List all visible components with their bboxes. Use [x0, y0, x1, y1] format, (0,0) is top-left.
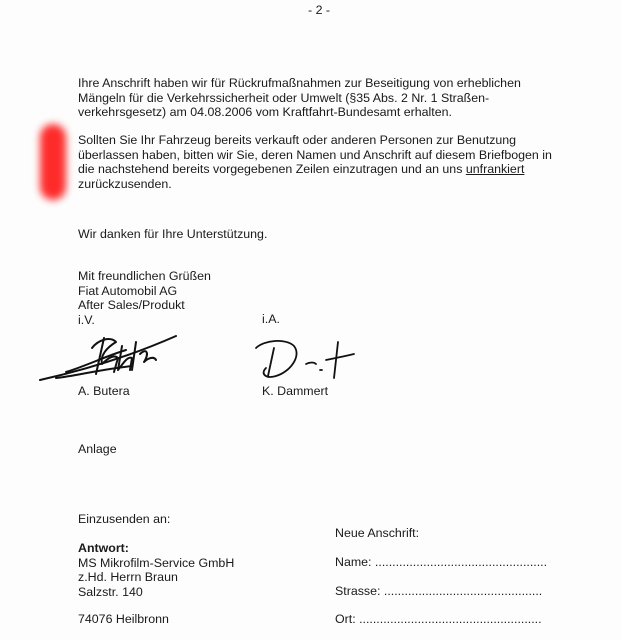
paragraph-line: überlassen haben, bitten wir Sie, deren Namen und Anschrift auf diesem Briefbogen in — [78, 147, 552, 162]
closing-company: Fiat Automobil AG — [78, 283, 178, 298]
paragraph-line: verkehrsgesetz) am 04.08.2006 vom Kraftfahrt-Bundesamt erhalten. — [78, 105, 452, 119]
reply-city: 74076 Heilbronn — [78, 612, 169, 626]
reply-street: Salzstr. 140 — [78, 584, 143, 599]
reply-attention: z.Hd. Herrn Braun — [78, 570, 178, 584]
paragraph-address-source — [78, 76, 521, 120]
reply-heading: Antwort: — [78, 541, 129, 555]
signatory-name-left: A. Butera — [78, 384, 130, 398]
signature-prefix-right: i.A. — [262, 312, 280, 326]
new-address-label: Neue Anschrift: — [335, 526, 420, 540]
reply-address-block — [78, 541, 234, 599]
closing-department: After Sales/Produkt — [78, 298, 185, 312]
attachment-label: Anlage — [78, 442, 117, 456]
paragraph-line: Sollten Sie Ihr Fahrzeug bereits verkauft oder anderen Personen zur Benutzung — [78, 133, 517, 147]
thanks-line: Wir danken für Ihre Unterstützung. — [78, 227, 268, 241]
paragraph-line: zurückzusenden. — [78, 176, 172, 191]
closing-block — [78, 269, 211, 327]
handwritten-signature-right — [250, 334, 360, 386]
paragraph-line: Ihre Anschrift haben wir für Rückrufmaßnahmen zur Beseitigung von erheblichen — [78, 76, 521, 90]
paragraph-forwarding-request — [78, 133, 552, 191]
new-address-city-field: Ort: ..................................................... — [335, 612, 542, 626]
reply-company: MS Mikrofilm-Service GmbH — [78, 555, 235, 570]
paragraph-line: Mängeln für die Verkehrssicherheit oder Umwelt (§35 Abs. 2 Nr. 1 Straßen- — [78, 90, 490, 105]
signature-prefix-left: i.V. — [78, 312, 95, 327]
new-address-street-field: Strasse: .............................................. — [335, 584, 543, 598]
send-to-label: Einzusenden an: — [78, 512, 171, 526]
page-number: - 2 - — [308, 3, 331, 17]
closing-greeting: Mit freundlichen Grüßen — [78, 269, 211, 283]
signatory-name-right: K. Dammert — [262, 384, 329, 398]
paragraph-line — [78, 162, 552, 177]
paragraph-line-text: die nachstehend bereits vorgegebenen Zeilen einzutragen und an uns — [78, 162, 466, 176]
underlined-word: unfrankiert — [465, 162, 525, 176]
red-highlighter-mark — [40, 124, 66, 200]
handwritten-signature-left — [36, 328, 186, 388]
new-address-name-field: Name: .................................................. — [335, 555, 548, 569]
